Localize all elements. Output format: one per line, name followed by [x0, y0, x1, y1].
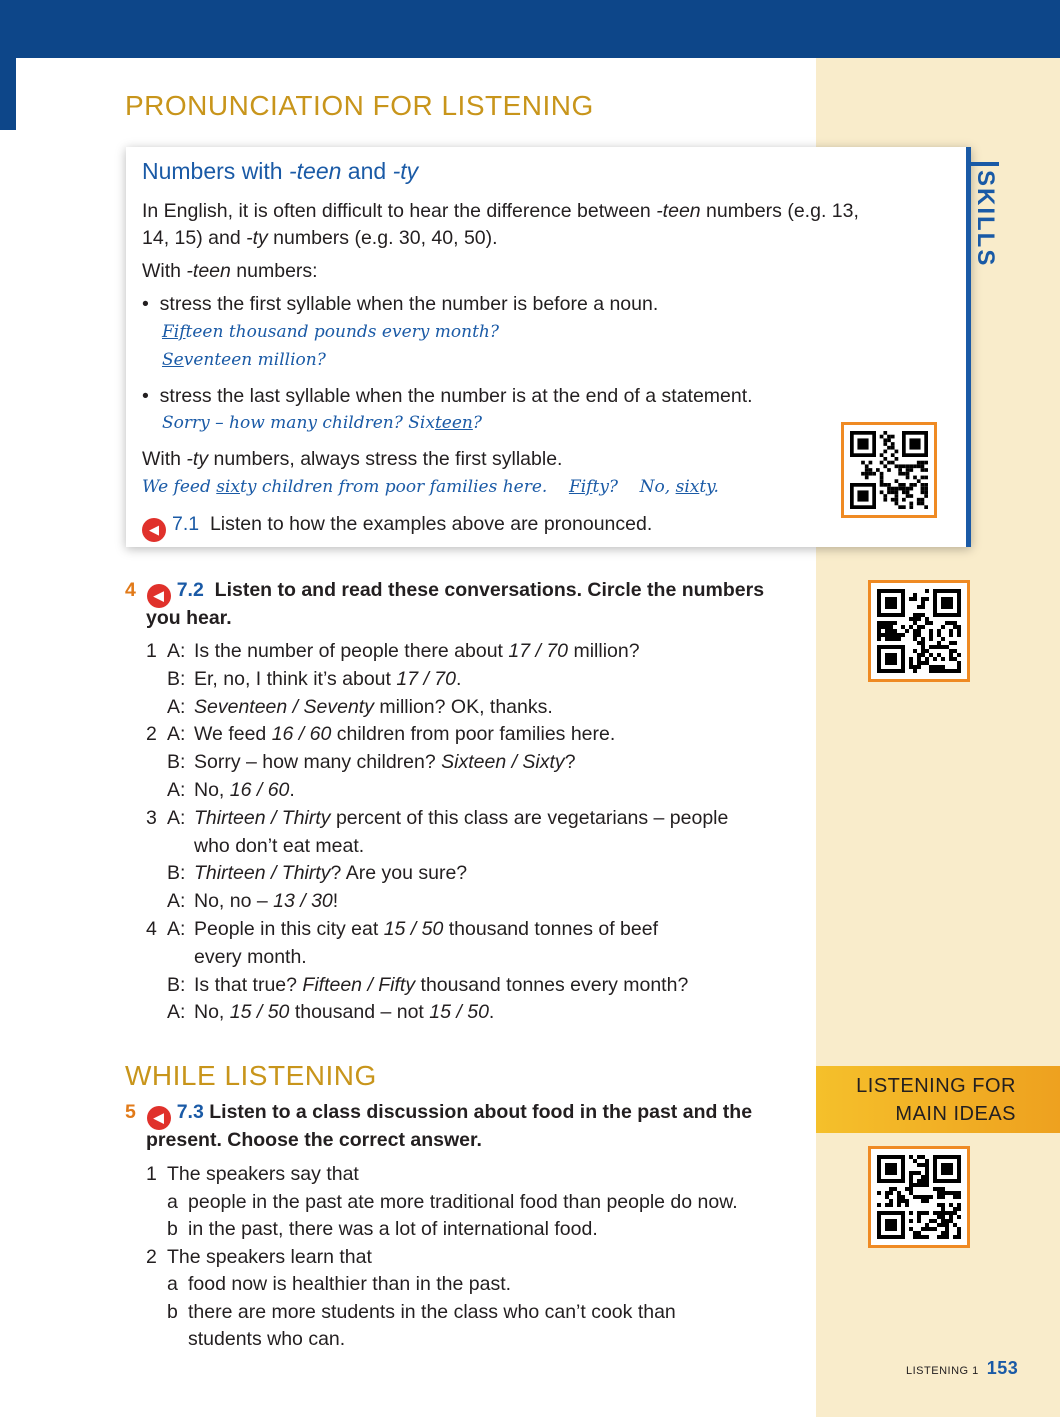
- speaker-label: A:: [167, 723, 186, 746]
- qr-code-icon[interactable]: [841, 422, 937, 518]
- number-choice[interactable]: 16 / 60: [271, 723, 332, 746]
- page-footer: LISTENING 1 153: [906, 1358, 1019, 1378]
- page-number: 153: [986, 1358, 1019, 1378]
- top-banner: [0, 0, 1060, 58]
- example-seventeen: Seventeen million?: [162, 350, 326, 370]
- line-text: Sorry – how many children?: [194, 751, 442, 774]
- conversation-line: [146, 640, 640, 663]
- answer-option[interactable]: [167, 1301, 676, 1324]
- line-text: percent of this class are vegetarians – people: [330, 806, 729, 829]
- number-choice[interactable]: Fifteen / Fifty: [302, 973, 416, 996]
- speaker-label: A:: [167, 1001, 186, 1024]
- speaker-label: B:: [167, 973, 186, 996]
- line-text: .: [289, 779, 295, 801]
- item-letter: a: [167, 1273, 178, 1295]
- speaker-label: B:: [167, 751, 186, 774]
- item-letter: b: [167, 1300, 178, 1323]
- item-letter: 2: [146, 1245, 157, 1268]
- box-intro: In English, it is often difficult to hear the difference between -teen numbers (e.g. 13, 14, 15) and -ty numbers (e.g. 30, 40, 50).: [142, 200, 859, 249]
- section-heading-pronunciation: PRONUNCIATION FOR LISTENING: [125, 90, 594, 121]
- line-text: who don’t eat meat.: [194, 834, 365, 857]
- number-choice[interactable]: 13 / 30: [273, 890, 333, 913]
- line-text: thousand tonnes every month?: [415, 973, 689, 996]
- number-choice[interactable]: 16 / 60: [229, 779, 290, 801]
- number-choice[interactable]: Thirteen / Thirty: [194, 862, 331, 885]
- answer-option[interactable]: [167, 1218, 598, 1241]
- with-ty-line: With -ty numbers, always stress the first syllable.: [142, 448, 563, 470]
- speaker-label: A:: [167, 779, 186, 801]
- section-heading-while-listening: WHILE LISTENING: [125, 1060, 377, 1091]
- example-sixteen: Sorry – how many children? Sixteen?: [162, 413, 482, 433]
- item-number: 1: [146, 640, 157, 662]
- line-text: No,: [194, 1001, 230, 1024]
- conversation-line: [146, 779, 295, 802]
- item-text: students who can.: [188, 1328, 346, 1350]
- skills-label: SKILLS: [971, 162, 999, 267]
- bullet-2: • stress the last syllable when the number is at the end of a statement.: [142, 385, 753, 407]
- line-text: thousand – not: [289, 1001, 430, 1024]
- line-text: every month.: [194, 945, 307, 968]
- line-text: thousand tonnes of beef: [443, 918, 658, 940]
- speaker-label: A:: [167, 695, 186, 718]
- exercise-4-instruction-cont: you hear.: [146, 607, 232, 629]
- speaker-label: A:: [167, 890, 186, 913]
- line-text: Is the number of people there about: [194, 640, 509, 662]
- question-stem: [146, 1246, 372, 1269]
- speaker-label: A:: [167, 806, 186, 829]
- conversation-line: [146, 862, 467, 885]
- answer-option[interactable]: [167, 1191, 738, 1214]
- number-choice[interactable]: 15 / 50: [229, 1001, 290, 1024]
- line-text: Is that true?: [194, 973, 303, 996]
- item-letter: b: [167, 1218, 178, 1240]
- conversation-line: [146, 696, 553, 719]
- line-text: No, no –: [194, 890, 274, 913]
- bullet-1: • stress the first syllable when the number is before a noun.: [142, 293, 659, 315]
- line-text: !: [332, 890, 339, 913]
- listening-for-main-ideas-banner: LISTENING FOR MAIN IDEAS: [816, 1066, 1060, 1133]
- qr-code-icon[interactable]: [868, 580, 970, 682]
- conversation-line: [146, 890, 338, 913]
- number-choice[interactable]: Thirteen / Thirty: [194, 806, 331, 829]
- item-text: in the past, there was a lot of international food.: [188, 1218, 598, 1240]
- line-text: ? Are you sure?: [330, 862, 468, 885]
- exercise-4-instruction: 4 ◀ 7.2 Listen to and read these conversations. Circle the numbers: [125, 577, 764, 608]
- speaker-label: B:: [167, 667, 186, 690]
- audio-icon[interactable]: ◀: [147, 584, 171, 608]
- speaker-label: A:: [167, 918, 186, 940]
- line-text: million?: [568, 640, 640, 662]
- answer-option: [167, 1328, 345, 1351]
- item-text: The speakers say that: [167, 1163, 359, 1185]
- conversation-line: [146, 668, 461, 691]
- item-text: people in the past ate more traditional food than people do now.: [188, 1190, 738, 1213]
- exercise-5-instruction-cont: present. Choose the correct answer.: [146, 1129, 482, 1151]
- line-text: ?: [564, 751, 576, 774]
- conversation-line: [146, 807, 728, 830]
- audio-line-7-1: ◀ 7.1 Listen to how the examples above are pronounced.: [142, 511, 652, 542]
- answer-option[interactable]: [167, 1273, 511, 1296]
- item-number: 2: [146, 723, 157, 746]
- item-text: there are more students in the class who can’t cook than: [188, 1300, 676, 1323]
- number-choice[interactable]: Seventeen / Seventy: [194, 695, 374, 718]
- exercise-5-instruction: 5 ◀ 7.3 Listen to a class discussion about food in the past and the: [125, 1099, 752, 1130]
- line-text: children from poor families here.: [331, 723, 616, 746]
- audio-icon[interactable]: ◀: [142, 518, 166, 542]
- left-tab: [0, 58, 16, 130]
- line-text: No,: [194, 779, 230, 801]
- number-choice[interactable]: Sixteen / Sixty: [441, 751, 565, 774]
- line-text: .: [488, 1001, 495, 1024]
- speaker-label: A:: [167, 640, 186, 662]
- conversation-line: [146, 1001, 494, 1024]
- number-choice[interactable]: 15 / 50: [383, 918, 444, 940]
- audio-icon[interactable]: ◀: [147, 1106, 171, 1130]
- item-letter: 1: [146, 1163, 157, 1185]
- conversation-line: [146, 835, 364, 858]
- box-title: Numbers with -teen and -ty: [142, 158, 419, 184]
- item-number: 3: [146, 806, 157, 829]
- item-text: food now is healthier than in the past.: [188, 1273, 512, 1295]
- number-choice[interactable]: 15 / 50: [429, 1001, 489, 1024]
- speaker-label: B:: [167, 862, 186, 885]
- conversation-line: [146, 946, 307, 969]
- conversation-line: [146, 974, 688, 997]
- line-text: Er, no, I think it’s about: [194, 667, 397, 690]
- line-text: million? OK, thanks.: [373, 695, 553, 718]
- number-choice[interactable]: 17 / 70: [396, 667, 456, 690]
- example-sixty: We feed sixty children from poor families here. Fifty? No, sixty.: [142, 477, 719, 497]
- line-text: .: [455, 667, 462, 690]
- line-text: People in this city eat: [194, 918, 384, 940]
- conversation-line: [146, 751, 576, 774]
- example-fifteen: Fifteen thousand pounds every month?: [162, 322, 499, 342]
- line-text: We feed: [194, 723, 272, 746]
- item-number: 4: [146, 918, 157, 940]
- item-text: The speakers learn that: [167, 1245, 372, 1268]
- number-choice[interactable]: 17 / 70: [508, 640, 569, 662]
- conversation-line: [146, 723, 615, 746]
- with-teen-line: With -teen numbers:: [142, 260, 318, 282]
- qr-code-icon[interactable]: [868, 1146, 970, 1248]
- question-stem: [146, 1163, 359, 1186]
- item-letter: a: [167, 1190, 178, 1213]
- conversation-line: [146, 918, 658, 941]
